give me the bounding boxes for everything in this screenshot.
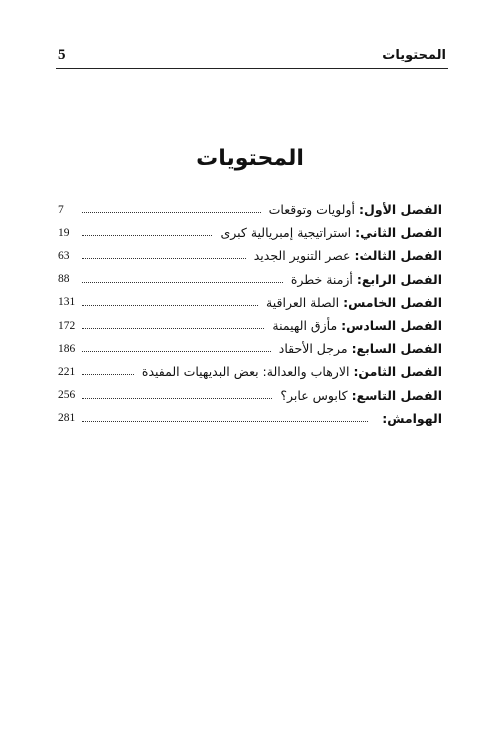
toc-page-number: 63 <box>58 249 70 262</box>
toc-dot-leader <box>82 282 283 283</box>
toc-chapter-title: استراتيجية إمبريالية كبرى <box>220 225 352 241</box>
toc-chapter-label: الفصل التاسع: <box>351 387 442 403</box>
toc-entry <box>58 407 442 430</box>
toc-entry <box>58 244 442 267</box>
toc-page-number: 186 <box>58 342 76 355</box>
toc-chapter-label: الهوامش: <box>382 410 442 426</box>
toc-entry <box>58 221 442 244</box>
toc-chapter-label: الفصل الرابع: <box>356 271 442 287</box>
toc-entry <box>58 337 442 360</box>
toc-page-number: 172 <box>58 319 76 332</box>
toc-page-number: 131 <box>58 296 76 309</box>
toc-entry <box>58 314 442 337</box>
toc-dot-leader <box>82 374 134 375</box>
toc-page-number: 88 <box>58 273 70 286</box>
toc-chapter-title: مرجل الأحقاد <box>278 341 348 357</box>
toc-chapter-title: عصر التنوير الجديد <box>253 248 351 264</box>
toc-chapter-title: أزمنة خطرة <box>290 271 353 287</box>
running-header <box>58 44 446 66</box>
toc-chapter-label: الفصل الثاني: <box>355 225 442 241</box>
toc-chapter-title: الصلة العراقية <box>266 294 340 310</box>
toc-dot-leader <box>82 305 258 306</box>
toc-chapter-title: الارهاب والعدالة: بعض البديهيات المفيدة <box>141 364 350 380</box>
toc-dot-leader <box>82 421 368 422</box>
toc-chapter-label: الفصل الأول: <box>358 202 442 218</box>
toc-page-number: 281 <box>58 412 76 425</box>
toc-entry <box>58 384 442 407</box>
header-rule <box>56 68 448 69</box>
toc-page-number: 19 <box>58 226 70 239</box>
header-page-number: 5 <box>58 46 66 63</box>
toc-dot-leader <box>82 258 246 259</box>
toc-entry <box>58 291 442 314</box>
toc-dot-leader <box>82 328 264 329</box>
toc-chapter-label: الفصل الثالث: <box>354 248 442 264</box>
toc-page-number: 7 <box>58 203 64 216</box>
toc-chapter-label: الفصل السادس: <box>341 318 442 334</box>
page-title: المحتويات <box>196 146 304 171</box>
toc-chapter-title: أولويات وتوقعات <box>268 202 355 218</box>
toc-dot-leader <box>82 351 271 352</box>
header-title: المحتويات <box>382 47 446 63</box>
toc-entry <box>58 268 442 291</box>
toc-page-number: 256 <box>58 389 76 402</box>
table-of-contents <box>58 198 442 430</box>
toc-chapter-title: كابوس عابر؟ <box>280 387 348 403</box>
toc-chapter-title: مأزق الهيمنة <box>272 318 338 334</box>
toc-entry <box>58 360 442 383</box>
toc-page-number: 221 <box>58 365 76 378</box>
toc-chapter-label: الفصل السابع: <box>351 341 442 357</box>
toc-dot-leader <box>82 212 261 213</box>
toc-dot-leader <box>82 398 272 399</box>
toc-chapter-label: الفصل الثامن: <box>353 364 442 380</box>
toc-dot-leader <box>82 235 212 236</box>
toc-entry <box>58 198 442 221</box>
toc-chapter-label: الفصل الخامس: <box>343 294 442 310</box>
